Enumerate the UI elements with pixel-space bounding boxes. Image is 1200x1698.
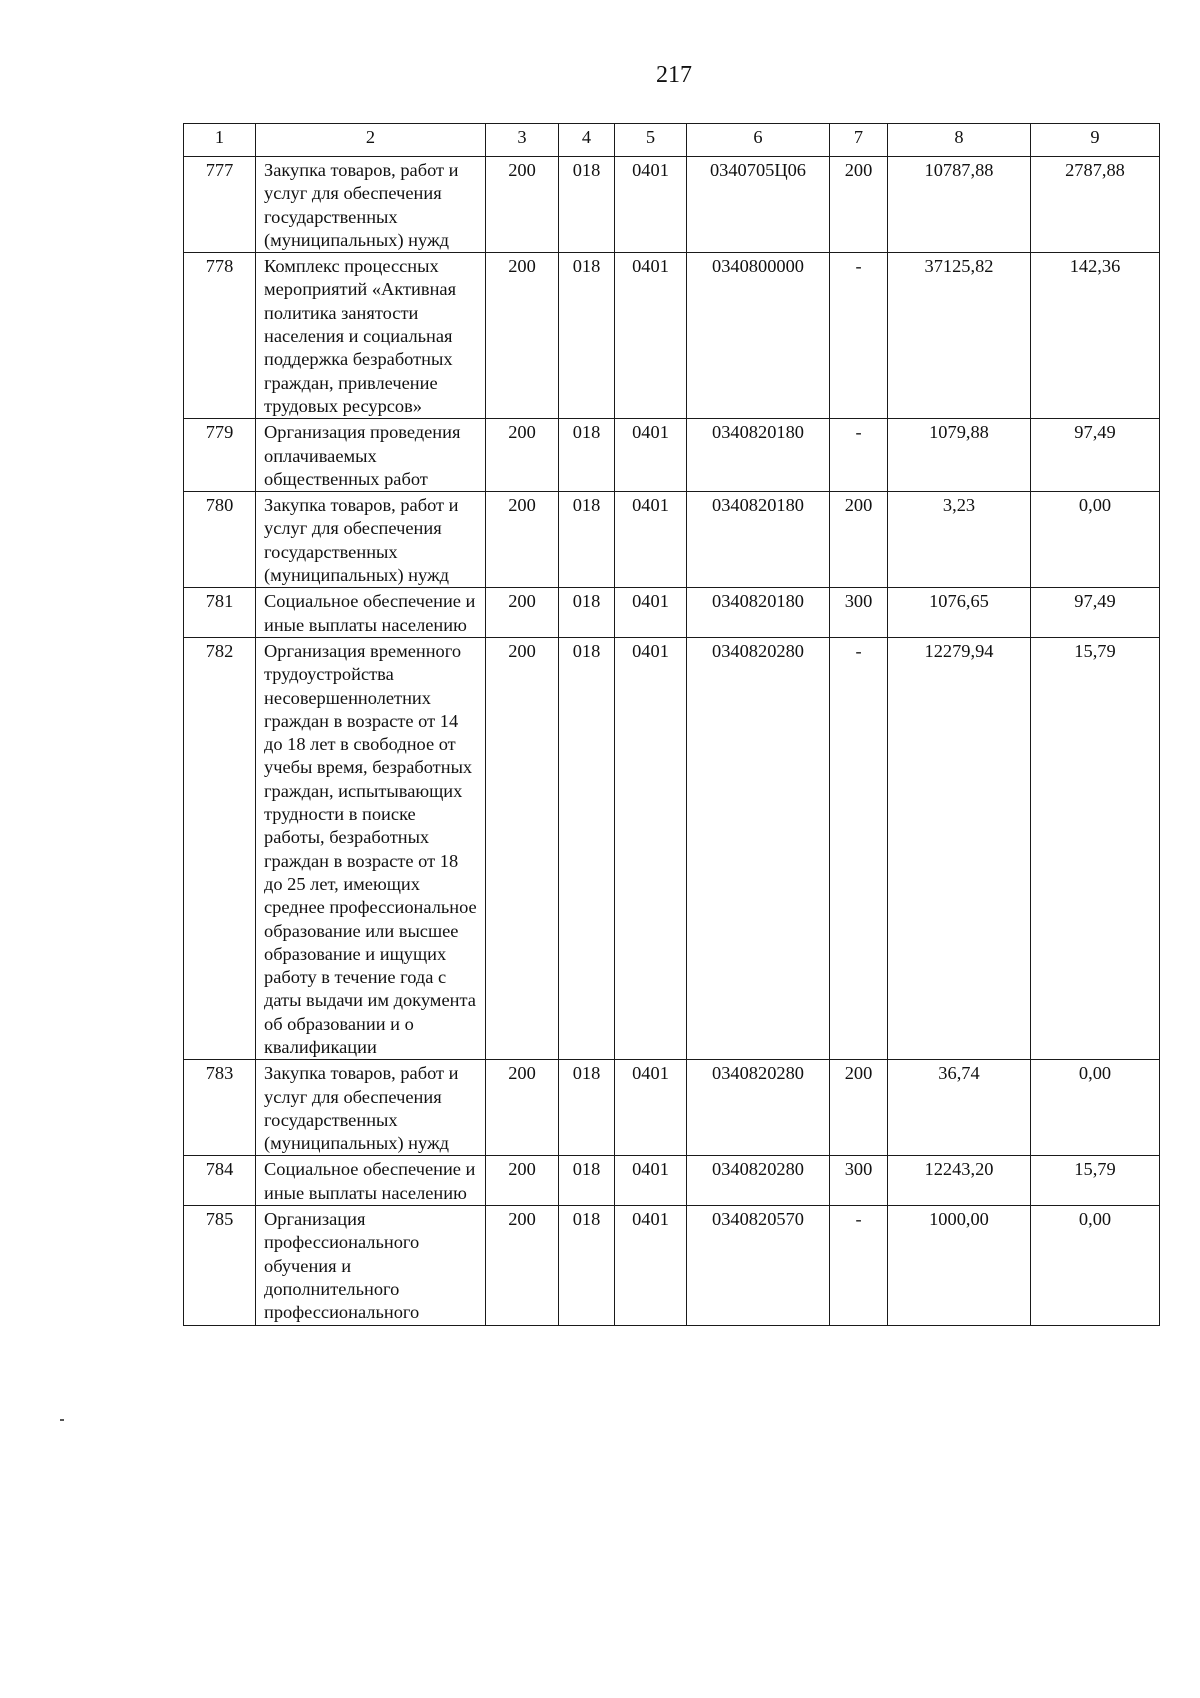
row-number-cell: 783 xyxy=(184,1060,256,1156)
amount-cell: 1079,88 xyxy=(888,419,1031,492)
amount-cell: 15,79 xyxy=(1031,1156,1160,1206)
target-article-cell: 0340705Ц06 xyxy=(687,157,830,253)
subsection-code-cell: 0401 xyxy=(615,637,687,1059)
column-header: 9 xyxy=(1031,124,1160,157)
item-name-cell: Комплекс процессных мероприятий «Активная политика занятости населения и социальная поддержка безработных граждан, привлечение трудовых ресурсов» xyxy=(256,253,486,419)
item-name-cell: Социальное обеспечение и иные выплаты населению xyxy=(256,1156,486,1206)
table-row xyxy=(184,588,1160,638)
row-number-cell: 779 xyxy=(184,419,256,492)
department-code-cell: 018 xyxy=(559,419,615,492)
item-name-cell: Социальное обеспечение и иные выплаты населению xyxy=(256,588,486,638)
expense-type-cell: - xyxy=(830,1206,888,1325)
section-code-cell: 200 xyxy=(486,1206,559,1325)
expense-type-cell: 300 xyxy=(830,1156,888,1206)
row-number-cell: 785 xyxy=(184,1206,256,1325)
department-code-cell: 018 xyxy=(559,253,615,419)
department-code-cell: 018 xyxy=(559,1156,615,1206)
section-code-cell: 200 xyxy=(486,253,559,419)
subsection-code-cell: 0401 xyxy=(615,157,687,253)
amount-cell: 0,00 xyxy=(1031,1206,1160,1325)
target-article-cell: 0340820570 xyxy=(687,1206,830,1325)
amount-cell: 15,79 xyxy=(1031,637,1160,1059)
department-code-cell: 018 xyxy=(559,588,615,638)
row-number-cell: 784 xyxy=(184,1156,256,1206)
expense-type-cell: - xyxy=(830,419,888,492)
scan-speck xyxy=(60,1419,64,1421)
table-row xyxy=(184,253,1160,419)
item-name-cell: Закупка товаров, работ и услуг для обеспечения государственных (муниципальных) нужд xyxy=(256,1060,486,1156)
amount-cell: 1076,65 xyxy=(888,588,1031,638)
expense-type-cell: - xyxy=(830,253,888,419)
expense-type-cell: 200 xyxy=(830,157,888,253)
department-code-cell: 018 xyxy=(559,492,615,588)
amount-cell: 12243,20 xyxy=(888,1156,1031,1206)
section-code-cell: 200 xyxy=(486,1156,559,1206)
column-header: 2 xyxy=(256,124,486,157)
table-row xyxy=(184,157,1160,253)
subsection-code-cell: 0401 xyxy=(615,492,687,588)
budget-table xyxy=(183,123,1160,1326)
amount-cell: 2787,88 xyxy=(1031,157,1160,253)
department-code-cell: 018 xyxy=(559,157,615,253)
amount-cell: 0,00 xyxy=(1031,492,1160,588)
column-header: 8 xyxy=(888,124,1031,157)
table-header-row xyxy=(184,124,1160,157)
amount-cell: 3,23 xyxy=(888,492,1031,588)
column-header: 5 xyxy=(615,124,687,157)
subsection-code-cell: 0401 xyxy=(615,588,687,638)
subsection-code-cell: 0401 xyxy=(615,1060,687,1156)
expense-type-cell: - xyxy=(830,637,888,1059)
item-name-cell: Закупка товаров, работ и услуг для обеспечения государственных (муниципальных) нужд xyxy=(256,157,486,253)
item-name-cell: Организация временного трудоустройства несовершеннолетних граждан в возрасте от 14 до 18 лет в свободное от учебы время, безработных граждан, испытывающих трудности в поиске работы, безработных граждан в возрасте от 18 до 25 лет, имеющих среднее профессиональное образование или высшее образование и ищущих работу в течение года с даты выдачи им документа об образовании и о квалификации xyxy=(256,637,486,1059)
row-number-cell: 780 xyxy=(184,492,256,588)
expense-type-cell: 200 xyxy=(830,1060,888,1156)
page-number: 217 xyxy=(656,62,692,88)
table-body xyxy=(184,157,1160,1326)
amount-cell: 142,36 xyxy=(1031,253,1160,419)
department-code-cell: 018 xyxy=(559,637,615,1059)
table-row xyxy=(184,637,1160,1059)
row-number-cell: 781 xyxy=(184,588,256,638)
amount-cell: 0,00 xyxy=(1031,1060,1160,1156)
column-header: 7 xyxy=(830,124,888,157)
target-article-cell: 0340820280 xyxy=(687,1156,830,1206)
amount-cell: 37125,82 xyxy=(888,253,1031,419)
amount-cell: 12279,94 xyxy=(888,637,1031,1059)
column-header: 4 xyxy=(559,124,615,157)
column-header: 3 xyxy=(486,124,559,157)
section-code-cell: 200 xyxy=(486,637,559,1059)
section-code-cell: 200 xyxy=(486,419,559,492)
amount-cell: 97,49 xyxy=(1031,419,1160,492)
section-code-cell: 200 xyxy=(486,1060,559,1156)
table-row xyxy=(184,1206,1160,1325)
expense-type-cell: 300 xyxy=(830,588,888,638)
section-code-cell: 200 xyxy=(486,588,559,638)
target-article-cell: 0340820180 xyxy=(687,419,830,492)
item-name-cell: Организация профессионального обучения и дополнительного профессионального xyxy=(256,1206,486,1325)
item-name-cell: Организация проведения оплачиваемых общественных работ xyxy=(256,419,486,492)
section-code-cell: 200 xyxy=(486,492,559,588)
amount-cell: 36,74 xyxy=(888,1060,1031,1156)
column-header: 1 xyxy=(184,124,256,157)
section-code-cell: 200 xyxy=(486,157,559,253)
column-header: 6 xyxy=(687,124,830,157)
table-row xyxy=(184,1060,1160,1156)
department-code-cell: 018 xyxy=(559,1206,615,1325)
amount-cell: 97,49 xyxy=(1031,588,1160,638)
table-row xyxy=(184,492,1160,588)
target-article-cell: 0340800000 xyxy=(687,253,830,419)
subsection-code-cell: 0401 xyxy=(615,419,687,492)
target-article-cell: 0340820280 xyxy=(687,637,830,1059)
row-number-cell: 778 xyxy=(184,253,256,419)
expense-type-cell: 200 xyxy=(830,492,888,588)
table-row xyxy=(184,419,1160,492)
amount-cell: 10787,88 xyxy=(888,157,1031,253)
target-article-cell: 0340820280 xyxy=(687,1060,830,1156)
target-article-cell: 0340820180 xyxy=(687,588,830,638)
department-code-cell: 018 xyxy=(559,1060,615,1156)
subsection-code-cell: 0401 xyxy=(615,1206,687,1325)
subsection-code-cell: 0401 xyxy=(615,253,687,419)
item-name-cell: Закупка товаров, работ и услуг для обеспечения государственных (муниципальных) нужд xyxy=(256,492,486,588)
row-number-cell: 782 xyxy=(184,637,256,1059)
subsection-code-cell: 0401 xyxy=(615,1156,687,1206)
row-number-cell: 777 xyxy=(184,157,256,253)
target-article-cell: 0340820180 xyxy=(687,492,830,588)
table-row xyxy=(184,1156,1160,1206)
amount-cell: 1000,00 xyxy=(888,1206,1031,1325)
